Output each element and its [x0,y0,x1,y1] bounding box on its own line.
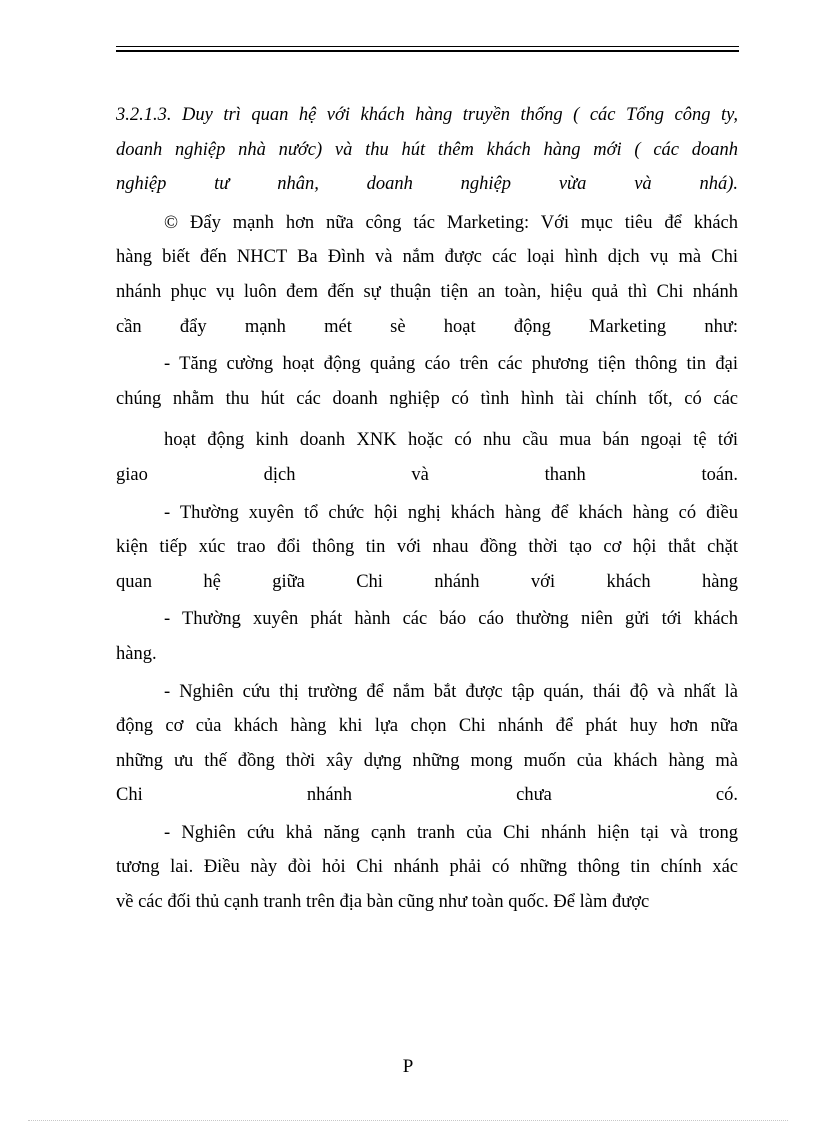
paragraph-line: hoạt động kinh doanh XNK hoặc có nhu cầu mua bán ngoại tệ tới [164,430,738,451]
heading-line: nghiệp tư nhân, doanh nghiệp vừa và nhá). [116,174,738,195]
paragraph-line: kiện tiếp xúc trao đổi thông tin với nhau đồng thời tạo cơ hội thắt chặt [116,537,738,558]
page-bottom-border [28,1120,788,1121]
paragraph-line: cần đẩy mạnh mét sè hoạt động Marketing như: [116,316,738,337]
paragraph-line: những ưu thế đồng thời xây dựng những mong muốn của khách hàng mà [116,750,738,771]
page-number: P [402,1056,414,1077]
paragraph-line: nhánh phục vụ luôn đem đến sự thuận tiện an toàn, hiệu quả thì Chi nhánh [116,281,738,302]
bullet-competition-research [116,816,738,920]
paragraph-line: - Thường xuyên phát hành các báo cáo thường niên gửi tới khách [164,609,738,630]
bullet-advertising [116,347,738,492]
paragraph-line: - Tăng cường hoạt động quảng cáo trên các phương tiện thông tin đại [164,354,738,375]
paragraph-line: - Nghiên cứu khả năng cạnh tranh của Chi nhánh hiện tại và trong [164,822,738,843]
header-rule-thick [116,50,739,52]
paragraph-line: hàng biết đến NHCT Ba Đình và nắm được các loại hình dịch vụ mà Chi [116,247,738,268]
bullet-market-research [116,675,738,813]
heading-line: 3.2.1.3. Duy trì quan hệ với khách hàng truyền thống ( các Tổng công ty, [116,105,738,125]
paragraph-line: - Thường xuyên tổ chức hội nghị khách hàng để khách hàng có điều [164,502,738,523]
bullet-annual-reports [116,602,738,671]
paragraph-line: quan hệ giữa Chi nhánh với khách hàng [116,571,738,592]
paragraph-line: - Nghiên cứu thị trường để nắm bắt được tập quán, thái độ và nhất là [164,681,738,702]
document-body [116,98,738,920]
section-heading [116,98,738,202]
paragraph-line: tương lai. Điều này đòi hỏi Chi nhánh phải có những thông tin chính xác [116,857,738,878]
header-rule-thin [116,46,739,47]
paragraph-line: về các đối thủ cạnh tranh trên địa bàn cũng như toàn quốc. Để làm được [116,892,650,913]
paragraph-line: chúng nhằm thu hút các doanh nghiệp có tình hình tài chính tốt, có các [116,388,738,409]
bullet-customer-conference [116,496,738,600]
paragraph-line: hàng. [116,643,157,664]
heading-line: doanh nghiệp nhà nước) và thu hút thêm khách hàng mới ( các doanh [116,139,738,160]
paragraph-line: động cơ của khách hàng khi lựa chọn Chi nhánh để phát huy hơn nữa [116,716,738,737]
page-footer [0,1056,816,1078]
paragraph-line: Chi nhánh chưa có. [116,785,738,806]
paragraph-line: © Đẩy mạnh hơn nữa công tác Marketing: Với mục tiêu để khách [164,212,738,233]
intro-paragraph [116,206,738,344]
paragraph-line: giao dịch và thanh toán. [116,464,738,485]
